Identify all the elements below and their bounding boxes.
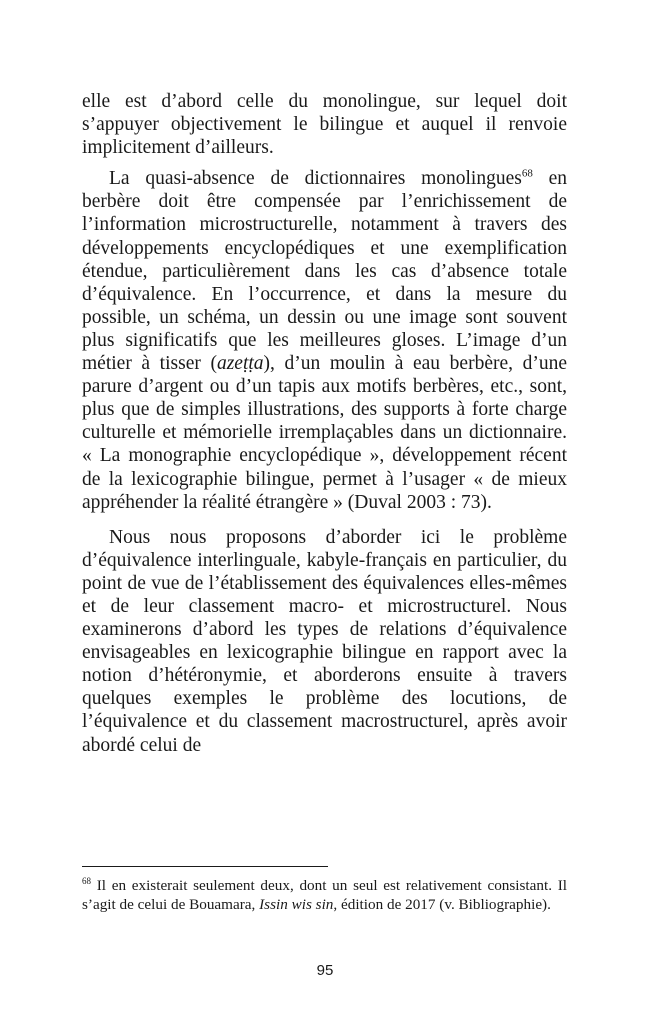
footnote-text-b: , édition de 2017 (v. Bibliographie). <box>333 896 551 913</box>
footnote-separator <box>82 866 328 867</box>
page-body <box>82 90 567 757</box>
paragraph-2 <box>82 167 567 513</box>
footnote-reference-68[interactable]: 68 <box>521 167 533 180</box>
paragraph-2-text-b: en berbère doit être compensée par l’enrichissement de l’information microstructurelle, notamment à travers des développements encyclopédiques et une exemplification étendue, particulièrement dans les cas d’absence totale d’équivalence. En l’occurrence, et dans la mesure du possible, un schéma, un dessin ou une image sont souvent plus significatifs que les meilleures gloses. L’image d’un métier à tisser ( <box>82 168 567 375</box>
paragraph-1: elle est d’abord celle du monolingue, sur lequel doit s’appuyer objectivement le bilingue et auquel il renvoie implicitement d’ailleurs. <box>82 91 567 159</box>
footnote-number: 68 <box>82 875 91 886</box>
footnote-68 <box>82 876 567 914</box>
paragraph-2-text-a: La quasi-absence de dictionnaires monolingues <box>109 168 522 190</box>
paragraph-2-text-c: ), d’un moulin à eau berbère, d’une parure d’argent ou d’un tapis aux motifs berbères, etc., sont, plus que de simples illustrations, des supports à forte charge culturelle et mémorielle irremplaçables dans un dictionnaire. « La monographie encyclopédique », développement récent de la lexicographie bilingue, permet à l’usager « de mieux appréhender la réalité étrangère » (Duval 2003 : 73). <box>82 353 567 513</box>
paragraph-3: Nous nous proposons d’aborder ici le problème d’équivalence interlinguale, kabyle-français en particulier, du point de vue de l’établissement des équivalences elles-mêmes et de leur classement macro- et microstructurel. Nous examinerons d’abord les types de relations d’équivalence envisageables en lexicographie bilingue en rapport avec la notion d’hétéronymie, et aborderons ensuite à travers quelques exemples le problème des locutions, de l’équivalence et du classement macrostructurel, après avoir abordé celui de <box>82 526 567 756</box>
term-azetta: azeṭṭa <box>216 353 264 375</box>
footnote-text-a: Il en existerait seulement deux, dont un seul est relativement consistant. Il s’agit de celui de Bouamara, <box>82 877 567 913</box>
footnote-book-title: Issin wis sin <box>259 896 334 913</box>
page-number: 95 <box>316 962 334 979</box>
